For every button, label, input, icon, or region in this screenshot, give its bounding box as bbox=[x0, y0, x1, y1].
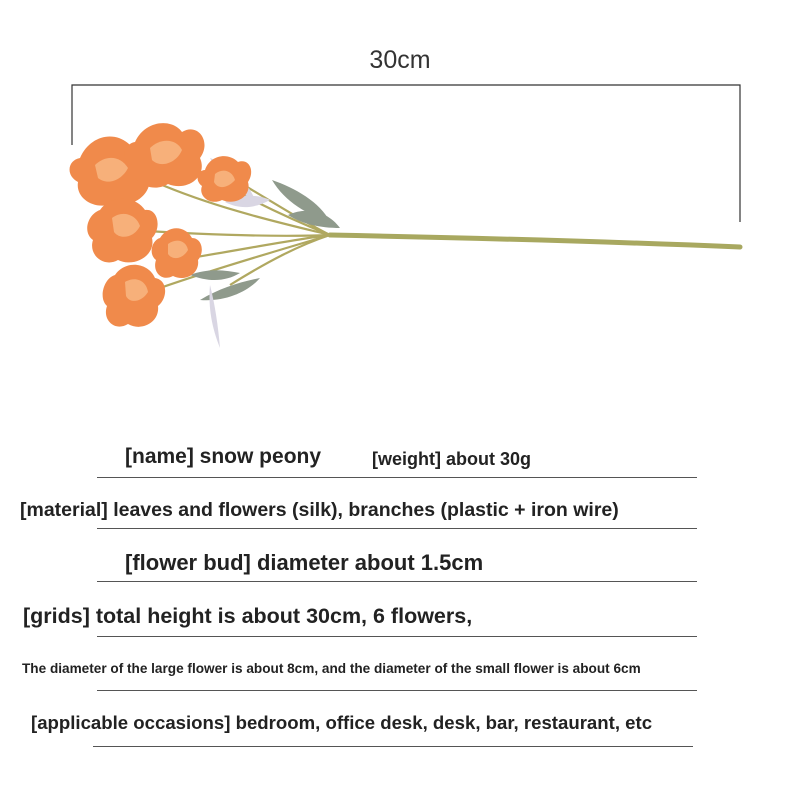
spec-diameter-note: The diameter of the large flower is about 8cm, and the diameter of the small flower is about 6cm bbox=[22, 661, 641, 676]
divider bbox=[97, 528, 697, 529]
snow-peony-image bbox=[60, 110, 760, 360]
divider bbox=[93, 746, 693, 747]
spec-weight: [weight] about 30g bbox=[372, 449, 531, 469]
divider bbox=[97, 581, 697, 582]
spec-occasions: [applicable occasions] bedroom, office desk, desk, bar, restaurant, etc bbox=[31, 712, 653, 733]
spec-flower-bud: [flower bud] diameter about 1.5cm bbox=[125, 550, 484, 575]
divider bbox=[97, 636, 697, 637]
spec-material: [material] leaves and flowers (silk), branches (plastic + iron wire) bbox=[20, 499, 619, 521]
divider bbox=[97, 690, 697, 691]
spec-name: [name] snow peony bbox=[125, 445, 322, 468]
dimension-label: 30cm bbox=[369, 46, 431, 74]
spec-grids: [grids] total height is about 30cm, 6 flowers, bbox=[23, 604, 473, 628]
divider bbox=[97, 477, 697, 478]
